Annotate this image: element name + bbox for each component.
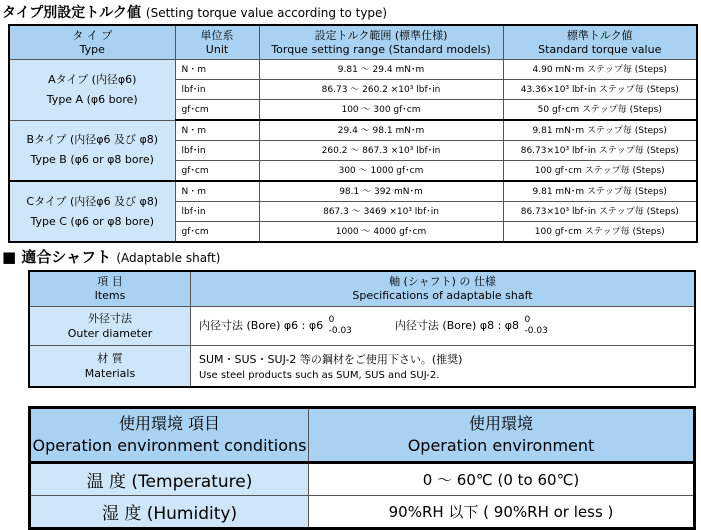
unit-cell: N・m: [175, 181, 259, 202]
header-items: 項 目 Items: [29, 271, 191, 307]
std-cell: 4.90 mN･m ステップ毎 (Steps): [503, 60, 697, 80]
header-env: 使用環境 Operation environment: [309, 408, 695, 463]
header-specs: 軸 (シャフト) の 仕様 Specifications of adaptable shaft: [191, 271, 696, 307]
table-row: [30, 496, 695, 529]
unit-cell: lbf･in: [175, 141, 259, 161]
unit-cell: gf･cm: [175, 100, 259, 121]
std-cell: 86.73×10³ lbf･in ステップ毎 (Steps): [503, 202, 697, 222]
temperature-label: 温 度 (Temperature): [30, 463, 309, 496]
range-cell: 86.73 ～ 260.2 ×10³ lbf･in: [259, 80, 503, 100]
table-row: [9, 120, 697, 141]
humidity-value: 90%RH 以下 ( 90%RH or less ): [309, 496, 695, 529]
header-env-conditions: 使用環境 項目 Operation environment conditions: [30, 408, 309, 463]
unit-cell: gf･cm: [175, 222, 259, 243]
unit-cell: lbf･in: [175, 202, 259, 222]
torque-section-title: タイプ別設定トルク値 (Setting torque value according to type): [2, 5, 388, 21]
unit-cell: lbf･in: [175, 80, 259, 100]
range-cell: 100 ～ 300 gf･cm: [259, 100, 503, 121]
shaft-table: [28, 270, 696, 388]
std-cell: 86.73×10³ lbf･in ステップ毎 (Steps): [503, 141, 697, 161]
materials-label: 材 質 Materials: [29, 346, 191, 388]
unit-cell: N・m: [175, 60, 259, 80]
header-range: 設定トルク範囲 (標準仕様) Torque setting range (Standard models): [259, 25, 503, 60]
table-row: [30, 463, 695, 496]
std-cell: 100 gf･cm ステップ毎 (Steps): [503, 161, 697, 182]
tolerance-1: 0 -0.03: [328, 315, 352, 336]
range-cell: 867.3 ～ 3469 ×10³ lbf･in: [259, 202, 503, 222]
type-c-cell: Cタイプ (内径φ6 及び φ8) Type C (φ6 or φ8 bore): [9, 181, 175, 242]
humidity-label: 湿 度 (Humidity): [30, 496, 309, 529]
temperature-value: 0 ～ 60℃ (0 to 60℃): [309, 463, 695, 496]
shaft-table-header: [29, 271, 695, 307]
std-cell: 50 gf･cm ステップ毎 (Steps): [503, 100, 697, 121]
range-cell: 1000 ～ 4000 gf･cm: [259, 222, 503, 243]
materials-value: SUM・SUS・SUJ-2 等の鋼材をご使用下さい。(推奨) Use steel products such as SUM, SUS and SUJ-2.: [191, 346, 696, 388]
range-cell: 260.2 ～ 867.3 ×10³ lbf･in: [259, 141, 503, 161]
header-standard: 標準トルク値 Standard torque value: [503, 25, 697, 60]
environment-table: [28, 406, 696, 530]
table-row: [29, 307, 695, 346]
outer-diameter-label: 外径寸法 Outer diameter: [29, 307, 191, 346]
std-cell: 9.81 mN･m ステップ毎 (Steps): [503, 120, 697, 141]
env-table-header: [30, 408, 695, 463]
range-cell: 300 ～ 1000 gf･cm: [259, 161, 503, 182]
range-cell: 29.4 ～ 98.1 mN･m: [259, 120, 503, 141]
type-a-cell: Aタイプ (内径φ6) Type A (φ6 bore): [9, 60, 175, 121]
torque-table-header: [9, 25, 697, 60]
unit-cell: gf･cm: [175, 161, 259, 182]
torque-table: [8, 24, 698, 243]
range-cell: 98.1 ～ 392 mN･m: [259, 181, 503, 202]
header-unit: 単位系 Unit: [175, 25, 259, 60]
std-cell: 43.36×10³ lbf･in ステップ毎 (Steps): [503, 80, 697, 100]
type-b-cell: Bタイプ (内径φ6 及び φ8) Type B (φ6 or φ8 bore): [9, 120, 175, 181]
outer-diameter-value: 内径寸法 (Bore) φ6 : φ6 0 -0.03 内径寸法 (Bore) φ8 : φ8 0 -0.03: [191, 307, 696, 346]
table-row: [9, 60, 697, 80]
unit-cell: N・m: [175, 120, 259, 141]
header-type: タ イ プ Type: [9, 25, 175, 60]
table-row: [29, 346, 695, 388]
std-cell: 9.81 mN･m ステップ毎 (Steps): [503, 181, 697, 202]
std-cell: 100 gf･cm ステップ毎 (Steps): [503, 222, 697, 243]
tolerance-2: 0 -0.03: [524, 315, 548, 336]
range-cell: 9.81 ～ 29.4 mN･m: [259, 60, 503, 80]
table-row: [9, 181, 697, 202]
shaft-section-title: ■ 適合シャフト (Adaptable shaft): [2, 248, 221, 266]
